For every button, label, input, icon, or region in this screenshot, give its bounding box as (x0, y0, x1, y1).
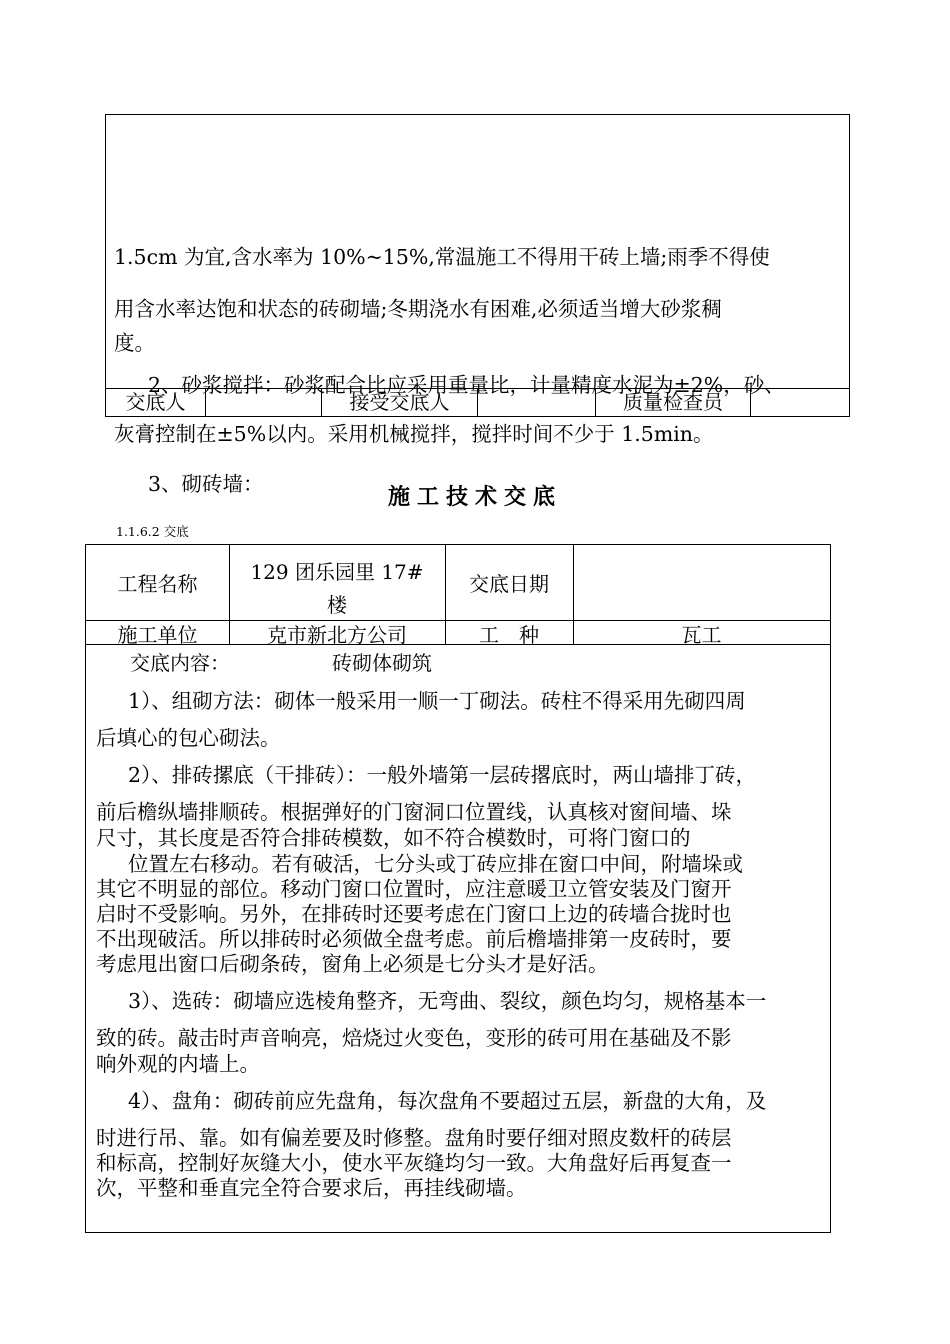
signature-row (106, 388, 849, 416)
quality-inspector-label: 质量检查员 (596, 389, 751, 416)
page-title: 施工技术交底 (387, 485, 562, 510)
content-line: 考虑甩出窗口后砌条砖，窗角上必须是七分头才是好活。 (96, 952, 609, 976)
content-line: 2）、排砖摞底（干排砖）：一般外墙第一层砖撂底时，两山墙排丁砖， (128, 763, 757, 787)
content-line: 不出现破活。所以排砖时必须做全盘考虑。前后檐墙排第一皮砖时，要 (96, 927, 732, 951)
project-name-value-line2: 楼 (327, 593, 347, 617)
construction-unit-label: 施工单位 (117, 623, 198, 647)
content-line: 其它不明显的部位。移动门窗口位置时，应注意暖卫立管安装及门窗开 (96, 877, 732, 901)
content-topic: 砖砌体砌筑 (332, 651, 432, 675)
continued-table (105, 114, 850, 496)
text-line: 用含水率达饱和状态的砖砌墙;冬期浇水有困难,必须适当增大砂浆稠 (114, 297, 722, 321)
construction-unit-value: 克市新北方公司 (267, 623, 407, 647)
briefing-date-label: 交底日期 (469, 572, 549, 596)
content-line: 4）、盘角：砌砖前应先盘角，每次盘角不要超过五层，新盘的大角，及 (128, 1089, 767, 1113)
text-line: 灰膏控制在±5%以内。采用机械搅拌，搅拌时间不少于 1.5min。 (114, 422, 714, 446)
content-line: 1）、组砌方法：砌体一般采用一顺一丁砌法。砖柱不得采用先砌四周 (128, 689, 746, 713)
content-line: 尺寸，其长度是否符合排砖模数，如不符合模数时，可将门窗口的 (96, 826, 691, 850)
text-line: 2、砂浆搅拌：砂浆配合比应采用重量比，计量精度水泥为±2%，砂、 (148, 373, 785, 397)
content-line: 时进行吊、靠。如有偏差要及时修整。盘角时要仔细对照皮数杆的砖层 (96, 1126, 732, 1150)
receiver-label: 接受交底人 (322, 389, 478, 416)
content-label: 交底内容： (130, 651, 230, 675)
content-line: 致的砖。敲击时声音响亮，焙烧过火变色，变形的砖可用在基础及不影 (96, 1026, 732, 1050)
content-line: 后填心的包心砌法。 (96, 726, 281, 750)
receiver-value (478, 389, 596, 416)
technical-briefing-table (85, 544, 831, 1233)
handover-person-value (206, 389, 322, 416)
trade-value: 瓦工 (681, 623, 722, 647)
content-line: 位置左右移动。若有破活，七分头或丁砖应排在窗口中间，附墙垛或 (128, 852, 743, 876)
project-name-label: 工程名称 (117, 572, 198, 596)
content-line: 3）、选砖：砌墙应选棱角整齐，无弯曲、裂纹，颜色均匀，规格基本一 (128, 989, 767, 1013)
content-line: 次，平整和垂直完全符合要求后，再挂线砌墙。 (96, 1176, 527, 1200)
content-line: 响外观的内墙上。 (96, 1052, 260, 1076)
text-line: 3、砌砖墙： (148, 472, 264, 496)
content-line: 启时不受影响。另外，在排砖时还要考虑在门窗口上边的砖墙合拢时也 (96, 902, 732, 926)
text-line: 1.5cm 为宜,含水率为 10%~15%,常温施工不得用干砖上墙;雨季不得使 (114, 245, 770, 269)
quality-inspector-value (751, 389, 849, 416)
text-line: 度。 (114, 331, 155, 355)
section-code: 1.1.6.2 交底 (116, 524, 189, 539)
trade-label: 工 种 (479, 623, 539, 647)
content-line: 前后檐纵墙排顺砖。根据弹好的门窗洞口位置线，认真核对窗间墙、垛 (96, 800, 732, 824)
content-line: 和标高，控制好灰缝大小，使水平灰缝均匀一致。大角盘好后再复查一 (96, 1151, 732, 1175)
handover-person-label: 交底人 (106, 389, 206, 416)
project-name-value-line1: 129 团乐园里 17# (250, 560, 424, 584)
